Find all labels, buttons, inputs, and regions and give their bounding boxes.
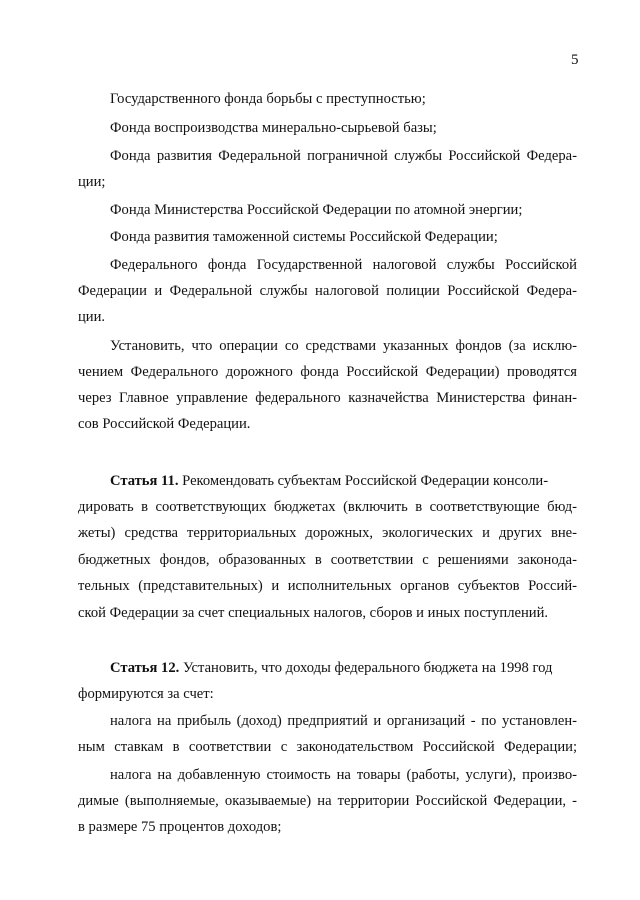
paragraph-line: налога на добавленную стоимость на товары (работы, услуги), произво-: [110, 767, 577, 783]
paragraph-line: ным ставкам в соответствии с законодательством Российской Федерации;: [78, 739, 577, 755]
paragraph-line: ской Федерации за счет специальных налогов, сборов и иных поступлений.: [78, 605, 549, 621]
fund-list-item: Федерального фонда Государственной налоговой службы Российской: [110, 257, 577, 273]
article-label: Статья 11.: [110, 473, 179, 489]
paragraph-line: сов Российской Федерации.: [78, 416, 251, 432]
fund-list-item: Фонда воспроизводства минерально-сырьевой базы;: [110, 120, 437, 136]
article-11-heading: [110, 472, 548, 490]
fund-list-item: Государственного фонда борьбы с преступностью;: [110, 91, 426, 107]
fund-list-item: Фонда развития таможенной системы Российской Федерации;: [110, 229, 498, 245]
paragraph-line: Установить, что операции со средствами указанных фондов (за исклю-: [110, 338, 577, 354]
article-text: Установить, что доходы федерального бюджета на 1998 год: [182, 660, 553, 676]
text-line: ции;: [78, 174, 106, 190]
paragraph-line: в размере 75 процентов доходов;: [78, 819, 282, 835]
page-number: 5: [571, 52, 579, 68]
paragraph-line: димые (выполняемые, оказываемые) на территории Российской Федерации, -: [78, 793, 577, 809]
paragraph-line: дировать в соответствующих бюджетах (включить в соответствующие бюд-: [78, 499, 577, 515]
paragraph-line: чением Федерального дорожного фонда Российской Федерации) проводятся: [78, 364, 577, 380]
paragraph-line: тельных (представительных) и исполнительных органов субъектов Россий-: [78, 578, 577, 594]
paragraph-line: налога на прибыль (доход) предприятий и организаций - по установлен-: [110, 713, 577, 729]
article-text: Рекомендовать субъектам Российской Федерации консоли-: [182, 473, 549, 489]
article-label: Статья 12.: [110, 660, 180, 676]
paragraph-line: через Главное управление федерального казначейства Министерства финан-: [78, 390, 577, 406]
text-line: Федерации и Федеральной службы налоговой полиции Российской Федера-: [78, 283, 577, 299]
paragraph-line: формируются за счет:: [78, 686, 214, 702]
paragraph-line: бюджетных фондов, образованных в соответствии с решениями законода-: [78, 552, 577, 568]
article-12-heading: [110, 659, 552, 677]
fund-list-item: Фонда Министерства Российской Федерации по атомной энергии;: [110, 202, 523, 218]
fund-list-item: Фонда развития Федеральной пограничной службы Российской Федера-: [110, 148, 577, 164]
text-line: ции.: [78, 309, 106, 325]
paragraph-line: жеты) средства территориальных дорожных, экологических и других вне-: [78, 525, 577, 541]
